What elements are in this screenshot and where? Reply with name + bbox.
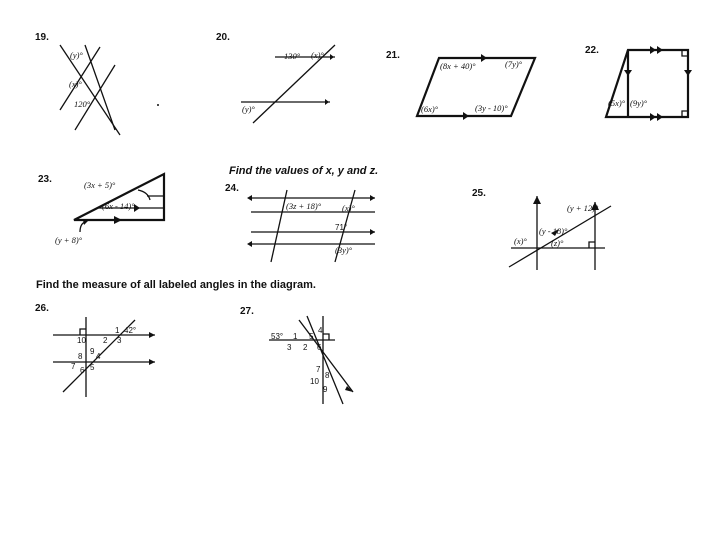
label-24-71: 71° [335,223,348,232]
problem-number-19: 19. [35,32,49,43]
label-26-6: 6 [80,366,85,375]
label-26-2: 2 [103,336,108,345]
label-27-5: 5 [309,332,314,341]
label-27-1: 1 [293,332,298,341]
label-25-z: (z)° [551,238,564,248]
problem-number-27: 27. [240,306,254,317]
figure-25 [505,192,615,272]
label-27-4: 4 [318,326,323,335]
label-27-7: 7 [316,365,321,374]
label-26-7: 7 [71,362,76,371]
label-20-y: (y)° [242,104,255,114]
label-27-53: 53° [271,332,284,341]
label-21-6x: (6x)° [421,104,439,114]
label-27-9: 9 [323,385,328,394]
label-25-y12: (y + 12)° [567,203,599,213]
label-21-3y10: (3y - 10)° [475,103,508,113]
figure-26 [45,312,165,402]
problem-number-22: 22. [585,45,599,56]
label-26-3: 3 [117,336,122,345]
label-19-y: (y)° [70,50,83,60]
label-27-10: 10 [310,377,319,386]
problem-number-20: 20. [216,32,230,43]
label-27-3: 3 [287,343,292,352]
label-26-1: 1 [115,326,120,335]
problem-number-25: 25. [472,188,486,199]
figure-27 [265,312,365,407]
label-20-x: (x)° [311,50,324,60]
label-26-8: 8 [78,352,83,361]
label-27-6: 6 [317,343,322,352]
figure-21 [415,52,540,122]
label-24-3z18: (3z + 18)° [286,201,322,211]
label-26-10: 10 [77,336,86,345]
label-23-y8: (y + 8)° [55,235,83,245]
label-20-130: 130° [284,51,301,61]
figure-23 [50,170,170,250]
label-25-x: (x)° [514,236,527,246]
figure-20 [235,45,345,130]
label-27-2: 2 [303,343,308,352]
label-21-7y: (7y)° [505,59,523,69]
label-26-5: 5 [90,363,95,372]
problem-number-21: 21. [386,50,400,61]
label-27-8: 8 [325,371,330,380]
label-21-8x40: (8x + 40)° [440,61,476,71]
figure-24 [245,190,380,265]
figure-19 [45,35,165,145]
problem-number-24: 24. [225,183,239,194]
instruction-find-xyz: Find the values of x, y and z. [229,165,379,177]
label-26-42: 42° [124,326,137,335]
figure-22 [600,42,695,122]
label-24-3y: (3y)° [335,245,353,255]
label-23-3x5: (3x + 5)° [84,180,116,190]
label-22-5x: (5x)° [608,98,626,108]
instruction-find-angles: Find the measure of all labeled angles in the diagram. [36,279,316,291]
label-25-y18: (y - 18)° [539,226,568,236]
label-22-9y: (9y)° [630,98,648,108]
label-23-6x14: (6x - 14)° [102,201,135,211]
label-19-120: 120° [74,99,91,109]
problem-number-23: 23. [38,174,52,185]
label-26-9: 9 [90,347,95,356]
label-26-4: 4 [96,352,101,361]
label-24-x: (x)° [342,203,355,213]
problem-number-26: 26. [35,303,49,314]
label-19-x: (x)° [69,79,82,89]
